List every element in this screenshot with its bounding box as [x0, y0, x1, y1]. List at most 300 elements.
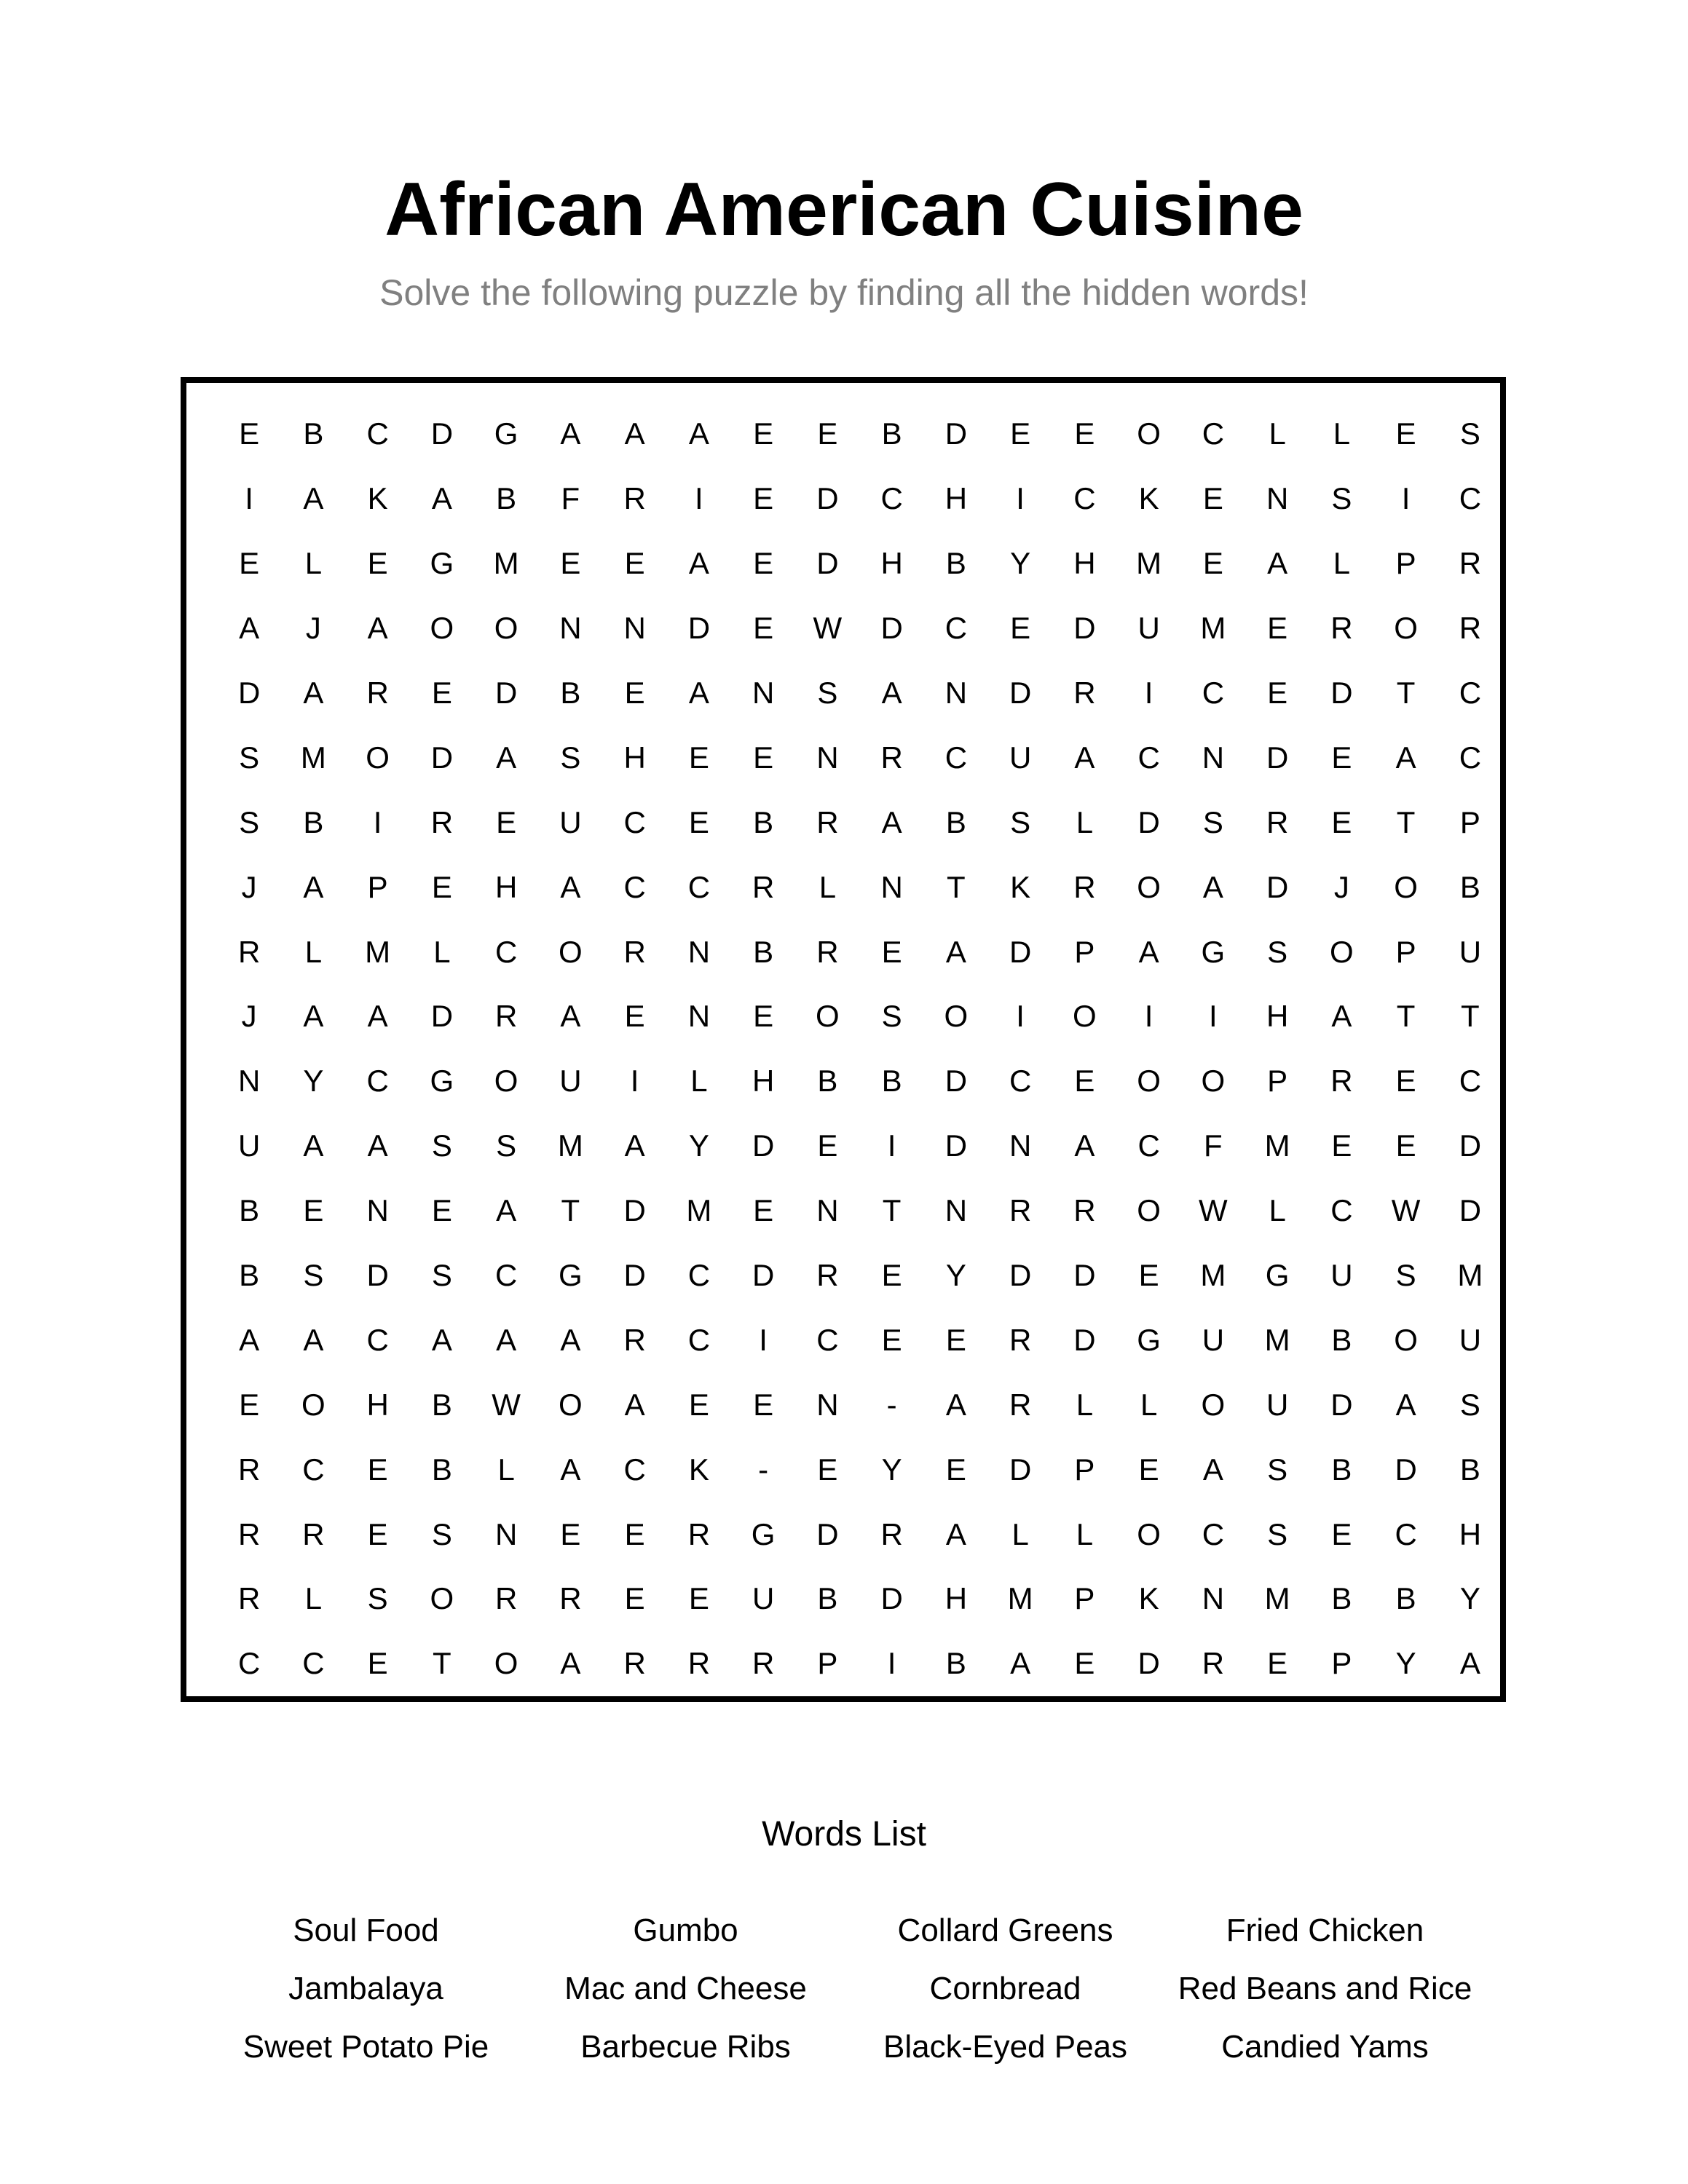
grid-letter: D — [687, 611, 711, 646]
grid-letter: U — [559, 1064, 582, 1099]
grid-letter: N — [559, 611, 582, 646]
grid-letter: M — [365, 934, 391, 969]
grid-letter: A — [560, 1322, 581, 1357]
grid-letter: K — [1138, 1581, 1159, 1616]
word-list-item: Mac and Cheese — [564, 1971, 807, 2006]
grid-letter: D — [1009, 1258, 1032, 1293]
grid-letter: R — [1009, 1193, 1032, 1228]
grid-letter: E — [431, 1193, 452, 1228]
grid-letter: B — [1331, 1452, 1352, 1487]
grid-letter: L — [1011, 1516, 1029, 1551]
grid-letter: S — [496, 1128, 517, 1163]
grid-letter: A — [303, 999, 324, 1034]
grid-letter: N — [944, 676, 968, 710]
grid-letter: T — [1396, 804, 1416, 839]
grid-letter: M — [1136, 546, 1162, 581]
grid-letter: D — [430, 416, 454, 451]
grid-letter: R — [430, 804, 454, 839]
grid-letter: M — [1007, 1581, 1033, 1616]
grid-letter: W — [1199, 1193, 1228, 1228]
grid-letter: L — [1333, 416, 1351, 451]
grid-letter: L — [1076, 1516, 1094, 1551]
grid-letter: N — [752, 676, 775, 710]
grid-letter: K — [688, 1452, 709, 1487]
grid-letter: E — [688, 1581, 709, 1616]
grid-letter: S — [431, 1128, 452, 1163]
grid-letter: R — [237, 1581, 261, 1616]
grid-letter: R — [366, 676, 389, 710]
grid-letter: A — [1074, 1128, 1095, 1163]
grid-letter: A — [560, 1646, 581, 1681]
word-list-item: Candied Yams — [1221, 2029, 1429, 2065]
grid-letter: N — [1266, 481, 1289, 516]
grid-letter: G — [494, 416, 518, 451]
grid-letter: G — [1201, 934, 1226, 969]
grid-letter: L — [433, 934, 451, 969]
grid-letter: Y — [688, 1128, 709, 1163]
grid-letter: D — [1137, 1646, 1160, 1681]
grid-letter: D — [1137, 804, 1160, 839]
grid-letter: T — [1396, 999, 1416, 1034]
grid-letter: N — [944, 1193, 968, 1228]
grid-letter: C — [1137, 740, 1160, 775]
grid-letter: M — [300, 740, 326, 775]
word-list-item: Barbecue Ribs — [580, 2029, 791, 2065]
grid-letter: R — [1009, 1322, 1032, 1357]
grid-letter: H — [944, 1581, 968, 1616]
grid-letter: C — [944, 611, 968, 646]
grid-letter: R — [687, 1516, 711, 1551]
grid-letter: T — [433, 1646, 451, 1681]
grid-letter: U — [237, 1128, 261, 1163]
grid-letter: H — [623, 740, 646, 775]
grid-letter: R — [752, 1646, 775, 1681]
grid-letter: A — [624, 1387, 645, 1422]
grid-letter: B — [239, 1193, 260, 1228]
grid-letter: C — [687, 1258, 711, 1293]
grid-letter: R — [1009, 1387, 1032, 1422]
grid-letter: D — [1073, 1258, 1096, 1293]
grid-letter: J — [1333, 869, 1349, 904]
grid-letter: G — [751, 1516, 776, 1551]
grid-letter: D — [1330, 1387, 1353, 1422]
grid-letter: B — [560, 676, 581, 710]
grid-letter: R — [1330, 611, 1353, 646]
page-subtitle: Solve the following puzzle by finding all the hidden words! — [379, 272, 1309, 313]
grid-letter: K — [1010, 869, 1031, 904]
grid-letter: E — [431, 676, 452, 710]
grid-letter: O — [430, 1581, 454, 1616]
grid-letter: D — [1266, 869, 1289, 904]
grid-letter: P — [1267, 1064, 1288, 1099]
grid-letter: G — [430, 546, 454, 581]
grid-letter: I — [1401, 481, 1411, 516]
grid-letter: A — [1074, 740, 1095, 775]
grid-letter: E — [367, 1452, 388, 1487]
grid-letter: E — [688, 1387, 709, 1422]
grid-letter: C — [1202, 416, 1225, 451]
grid-letter: E — [688, 804, 709, 839]
grid-letter: L — [1333, 546, 1351, 581]
grid-letter: S — [881, 999, 902, 1034]
grid-letter: O — [494, 1064, 518, 1099]
grid-letter: C — [366, 1064, 389, 1099]
grid-letter: I — [1144, 999, 1153, 1034]
grid-letter: C — [494, 934, 518, 969]
grid-letter: A — [624, 416, 645, 451]
grid-letter: N — [687, 999, 711, 1034]
word-list-item: Black-Eyed Peas — [883, 2029, 1128, 2065]
grid-letter: B — [496, 481, 517, 516]
grid-letter: C — [623, 804, 646, 839]
grid-letter: S — [1459, 416, 1480, 451]
grid-letter: W — [492, 1387, 521, 1422]
word-list-item: Soul Food — [293, 1912, 439, 1948]
grid-letter: S — [817, 676, 838, 710]
grid-letter: L — [304, 1581, 323, 1616]
grid-letter: F — [561, 481, 580, 516]
grid-letter: C — [623, 869, 646, 904]
grid-letter: A — [945, 1516, 966, 1551]
grid-letter: A — [239, 611, 260, 646]
grid-letter: O — [1201, 1064, 1226, 1099]
grid-letter: C — [687, 1322, 711, 1357]
grid-letter: E — [303, 1193, 324, 1228]
grid-letter: U — [1459, 1322, 1482, 1357]
grid-letter: C — [1137, 1128, 1160, 1163]
grid-letter: R — [1266, 804, 1289, 839]
grid-letter: C — [366, 1322, 389, 1357]
grid-letter: R — [816, 804, 839, 839]
grid-letter: C — [1073, 481, 1096, 516]
grid-letter: D — [237, 676, 261, 710]
grid-letter: R — [880, 1516, 903, 1551]
grid-letter: L — [819, 869, 837, 904]
grid-letter: E — [1331, 740, 1352, 775]
grid-letter: D — [944, 416, 968, 451]
grid-letter: K — [367, 481, 388, 516]
grid-letter: L — [304, 934, 323, 969]
grid-letter: E — [1267, 1646, 1288, 1681]
grid-letter: E — [817, 1452, 838, 1487]
grid-letter: E — [945, 1322, 966, 1357]
grid-letter: I — [887, 1646, 896, 1681]
grid-letter: P — [1395, 546, 1416, 581]
grid-letter: H — [366, 1387, 389, 1422]
grid-letter: D — [1266, 740, 1289, 775]
grid-letter: D — [1459, 1193, 1482, 1228]
grid-letter: A — [1267, 546, 1288, 581]
grid-letter: G — [1137, 1322, 1161, 1357]
grid-letter: I — [1016, 481, 1025, 516]
grid-letter: A — [1202, 869, 1223, 904]
grid-letter: E — [817, 416, 838, 451]
grid-letter: U — [1009, 740, 1032, 775]
grid-letter: O — [559, 1387, 583, 1422]
grid-letter: S — [1459, 1387, 1480, 1422]
grid-letter: E — [1331, 1516, 1352, 1551]
grid-letter: E — [239, 546, 260, 581]
grid-letter: D — [1395, 1452, 1417, 1487]
grid-letter: T — [882, 1193, 902, 1228]
grid-letter: C — [1202, 1516, 1225, 1551]
grid-letter: E — [881, 1258, 902, 1293]
word-list-item: Red Beans and Rice — [1178, 1971, 1472, 2006]
words-list-heading: Words List — [762, 1815, 926, 1853]
grid-letter: U — [1137, 611, 1160, 646]
grid-letter: P — [1395, 934, 1416, 969]
grid-letter: E — [1395, 1128, 1416, 1163]
grid-letter: E — [431, 869, 452, 904]
grid-letter: L — [1269, 1193, 1286, 1228]
grid-letter: A — [1138, 934, 1159, 969]
grid-letter: E — [1331, 1128, 1352, 1163]
grid-letter: O — [1394, 611, 1418, 646]
grid-letter: B — [945, 1646, 966, 1681]
grid-letter: E — [1331, 804, 1352, 839]
grid-letter: Y — [1010, 546, 1031, 581]
grid-letter: A — [303, 676, 324, 710]
grid-letter: J — [241, 999, 257, 1034]
grid-letter: A — [560, 416, 581, 451]
grid-letter: U — [752, 1581, 775, 1616]
grid-letter: C — [302, 1452, 325, 1487]
grid-letter: D — [880, 1581, 903, 1616]
grid-letter: C — [880, 481, 903, 516]
grid-letter: B — [1331, 1581, 1352, 1616]
grid-letter: E — [624, 546, 645, 581]
grid-letter: A — [496, 1322, 517, 1357]
grid-letter: U — [1330, 1258, 1353, 1293]
grid-letter: S — [1331, 481, 1352, 516]
grid-letter: A — [1202, 1452, 1223, 1487]
grid-letter: E — [753, 416, 774, 451]
grid-letter: C — [302, 1646, 325, 1681]
grid-letter: A — [688, 676, 709, 710]
grid-letter: A — [945, 1387, 966, 1422]
grid-letter: Y — [1459, 1581, 1480, 1616]
grid-letter: U — [559, 804, 582, 839]
grid-letter: C — [494, 1258, 518, 1293]
grid-letter: D — [1073, 1322, 1096, 1357]
grid-letter: R — [237, 934, 261, 969]
grid-letter: T — [1396, 676, 1416, 710]
grid-letter: E — [1202, 546, 1223, 581]
grid-letter: S — [303, 1258, 324, 1293]
grid-letter: B — [945, 804, 966, 839]
grid-letter: B — [945, 546, 966, 581]
grid-letter: Y — [881, 1452, 902, 1487]
grid-letter: L — [1140, 1387, 1158, 1422]
grid-letter: W — [1391, 1193, 1421, 1228]
grid-letter: O — [1201, 1387, 1226, 1422]
grid-letter: E — [624, 1516, 645, 1551]
grid-letter: E — [688, 740, 709, 775]
grid-letter: A — [1395, 1387, 1416, 1422]
grid-letter: S — [367, 1581, 388, 1616]
grid-letter: O — [1137, 1516, 1161, 1551]
grid-letter: A — [367, 1128, 388, 1163]
grid-letter: B — [431, 1452, 452, 1487]
grid-letter: E — [496, 804, 517, 839]
grid-letter: D — [1073, 611, 1096, 646]
grid-letter: H — [494, 869, 518, 904]
grid-letter: E — [1395, 416, 1416, 451]
grid-letter: P — [1074, 934, 1095, 969]
grid-letter: R — [1073, 869, 1096, 904]
grid-letter: L — [497, 1452, 515, 1487]
grid-letter: C — [944, 740, 968, 775]
grid-letter: Y — [1395, 1646, 1416, 1681]
grid-letter: E — [945, 1452, 966, 1487]
grid-letter: C — [1459, 481, 1482, 516]
word-list-item: Collard Greens — [897, 1912, 1113, 1948]
grid-letter: R — [1330, 1064, 1353, 1099]
grid-letter: O — [1073, 999, 1097, 1034]
grid-letter: A — [1395, 740, 1416, 775]
grid-letter: M — [1457, 1258, 1483, 1293]
grid-letter: A — [624, 1128, 645, 1163]
grid-letter: A — [303, 1322, 324, 1357]
grid-letter: A — [1459, 1646, 1480, 1681]
grid-letter: I — [245, 481, 253, 516]
grid-letter: O — [1137, 416, 1161, 451]
grid-letter: S — [239, 804, 260, 839]
grid-letter: O — [1137, 869, 1161, 904]
grid-letter: L — [304, 546, 323, 581]
grid-letter: S — [1267, 1516, 1288, 1551]
grid-letter: D — [623, 1193, 646, 1228]
grid-letter: A — [239, 1322, 260, 1357]
grid-letter: B — [881, 1064, 902, 1099]
grid-letter: E — [753, 740, 774, 775]
grid-letter: R — [623, 1646, 646, 1681]
grid-letter: M — [1264, 1581, 1290, 1616]
grid-letter: N — [237, 1064, 261, 1099]
grid-letter: A — [367, 999, 388, 1034]
grid-letter: M — [1200, 611, 1226, 646]
grid-letter: - — [758, 1452, 769, 1487]
page-title: African American Cuisine — [384, 167, 1304, 252]
grid-letter: B — [431, 1387, 452, 1422]
grid-letter: N — [880, 869, 903, 904]
grid-letter: S — [431, 1516, 452, 1551]
grid-letter: E — [1010, 416, 1031, 451]
grid-letter: R — [623, 934, 646, 969]
grid-letter: E — [560, 546, 581, 581]
grid-letter: H — [1266, 999, 1289, 1034]
grid-letter: N — [1009, 1128, 1032, 1163]
grid-letter: A — [560, 999, 581, 1034]
grid-letter: B — [303, 804, 324, 839]
grid-letter: A — [560, 869, 581, 904]
grid-letter: I — [695, 481, 703, 516]
word-list-item: Cornbread — [929, 1971, 1081, 2006]
grid-letter: T — [561, 1193, 580, 1228]
grid-letter: T — [1461, 999, 1480, 1034]
puzzle-grid-frame — [181, 377, 1506, 1702]
grid-letter: E — [1138, 1258, 1159, 1293]
word-list-item: Fried Chicken — [1226, 1912, 1424, 1948]
grid-letter: P — [367, 869, 388, 904]
grid-letter: M — [1264, 1128, 1290, 1163]
grid-letter: D — [366, 1258, 389, 1293]
grid-letter: S — [431, 1258, 452, 1293]
word-list-item: Gumbo — [633, 1912, 738, 1948]
grid-letter: H — [1073, 546, 1096, 581]
word-list-item: Jambalaya — [288, 1971, 443, 2006]
grid-letter: U — [1266, 1387, 1289, 1422]
grid-letter: M — [493, 546, 519, 581]
grid-letter: D — [944, 1064, 968, 1099]
grid-letter: A — [1331, 999, 1352, 1034]
grid-letter: D — [1330, 676, 1353, 710]
grid-letter: A — [560, 1452, 581, 1487]
grid-letter: A — [881, 676, 902, 710]
grid-letter: N — [1202, 1581, 1225, 1616]
grid-letter: E — [881, 1322, 902, 1357]
grid-letter: O — [1137, 1193, 1161, 1228]
grid-letter: D — [430, 740, 454, 775]
grid-letter: E — [239, 1387, 260, 1422]
grid-letter: P — [1459, 804, 1480, 839]
grid-letter: B — [753, 804, 774, 839]
grid-letter: O — [1394, 869, 1418, 904]
grid-letter: E — [624, 1581, 645, 1616]
grid-letter: R — [880, 740, 903, 775]
grid-letter: I — [630, 1064, 639, 1099]
grid-letter: E — [624, 676, 645, 710]
grid-letter: A — [881, 804, 902, 839]
grid-letter: D — [1009, 934, 1032, 969]
grid-letter: P — [1331, 1646, 1352, 1681]
grid-letter: I — [759, 1322, 768, 1357]
letter-grid — [217, 402, 1500, 1698]
grid-letter: H — [944, 481, 968, 516]
grid-letter: E — [1074, 416, 1095, 451]
grid-letter: A — [688, 416, 709, 451]
grid-letter: E — [817, 1128, 838, 1163]
grid-letter: P — [1074, 1452, 1095, 1487]
grid-letter: P — [817, 1646, 838, 1681]
grid-letter: A — [303, 869, 324, 904]
words-list — [206, 1909, 1485, 2084]
grid-letter: R — [559, 1581, 582, 1616]
grid-letter: U — [1202, 1322, 1225, 1357]
grid-letter: D — [1009, 676, 1032, 710]
grid-letter: R — [623, 1322, 646, 1357]
grid-letter: E — [624, 999, 645, 1034]
grid-letter: I — [1144, 676, 1153, 710]
grid-letter: C — [1009, 1064, 1032, 1099]
grid-letter: E — [367, 1516, 388, 1551]
grid-letter: L — [1269, 416, 1286, 451]
grid-letter: R — [1202, 1646, 1225, 1681]
grid-letter: O — [1137, 1064, 1161, 1099]
grid-letter: U — [1459, 934, 1482, 969]
grid-letter: N — [816, 740, 839, 775]
grid-letter: E — [1074, 1646, 1095, 1681]
grid-letter: E — [1074, 1064, 1095, 1099]
grid-letter: O — [494, 1646, 518, 1681]
grid-letter: G — [559, 1258, 583, 1293]
grid-letter: M — [1200, 1258, 1226, 1293]
grid-letter: S — [1202, 804, 1223, 839]
grid-letter: R — [623, 481, 646, 516]
grid-letter: R — [1073, 1193, 1096, 1228]
grid-letter: I — [887, 1128, 896, 1163]
grid-letter: D — [816, 546, 839, 581]
